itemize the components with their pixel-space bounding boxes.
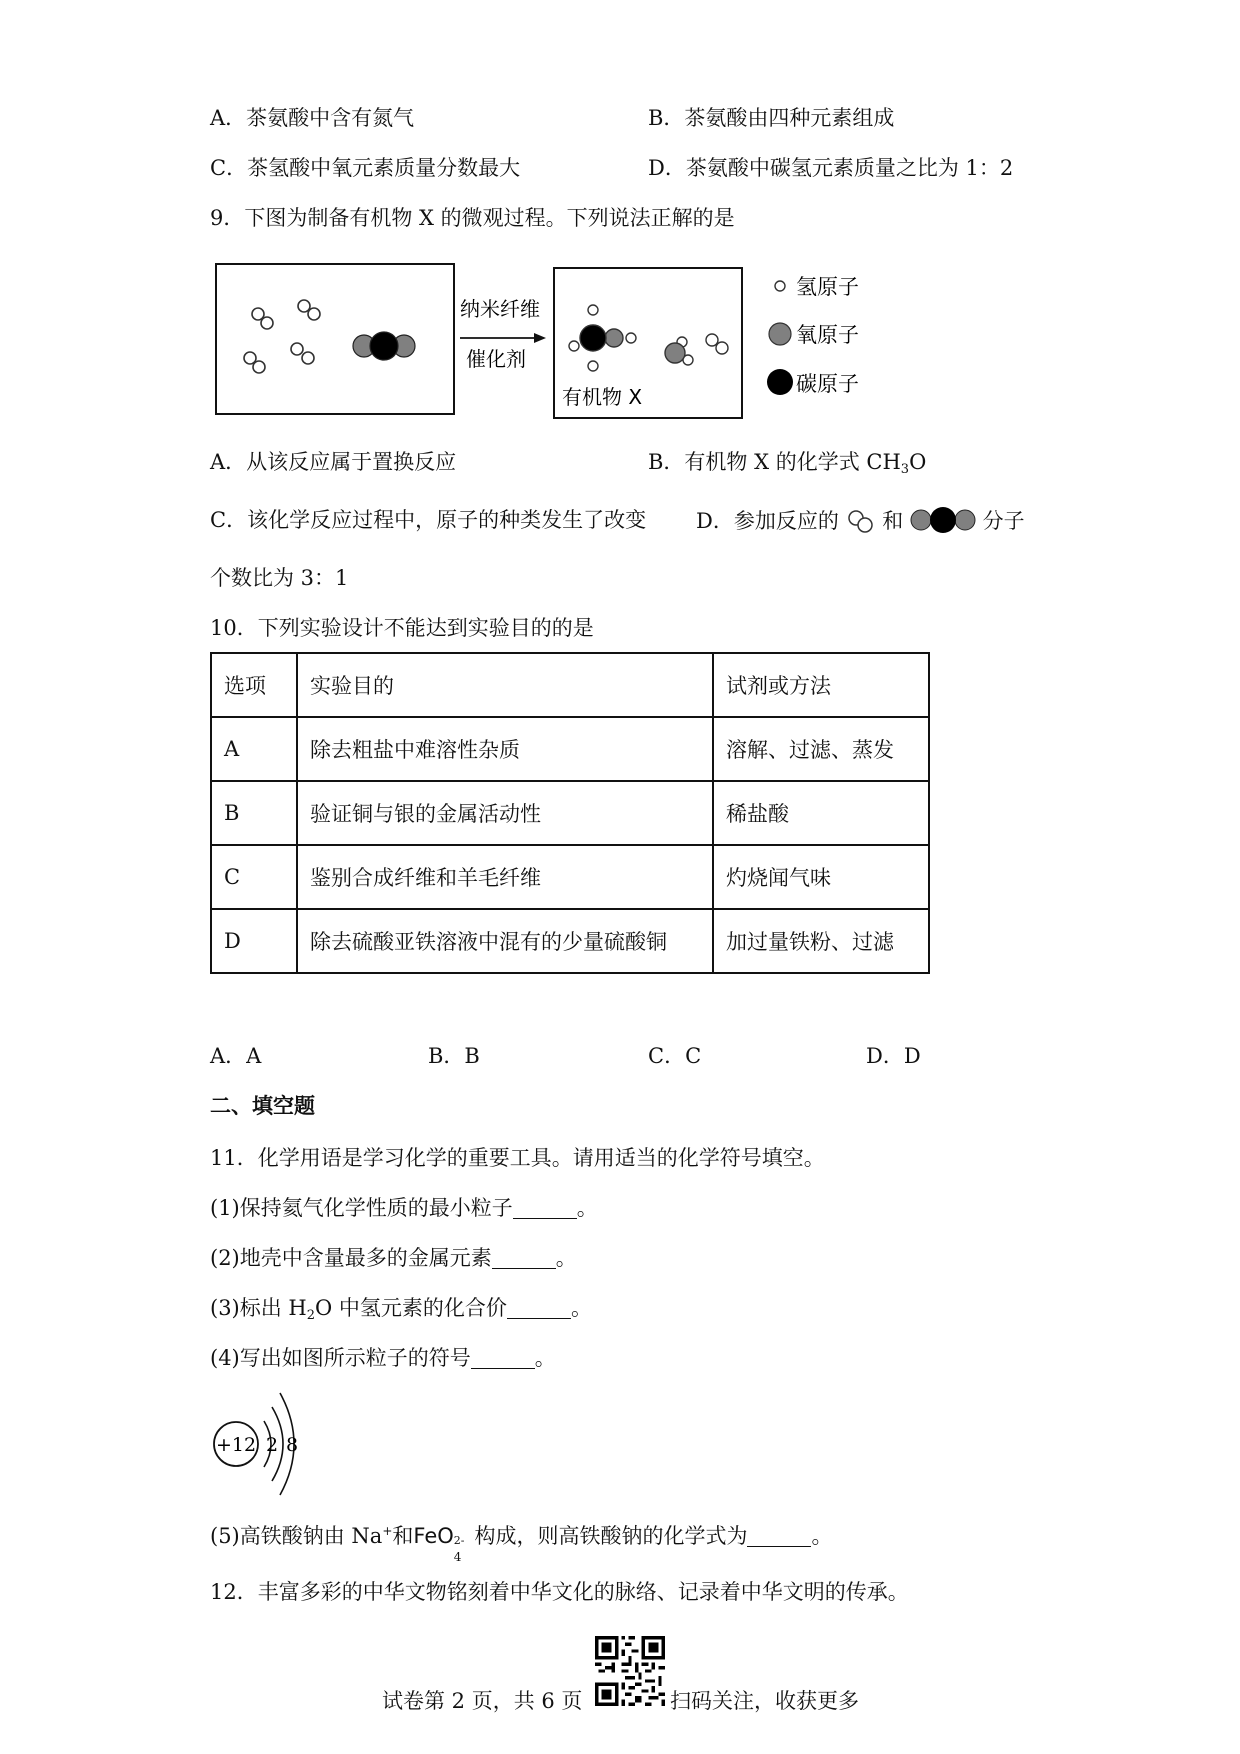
q8-option-c: C．茶氢酸中氧元素质量分数最大: [210, 156, 521, 180]
h2-molecule-icon: [846, 508, 876, 534]
legend-hydrogen-label: 氢原子: [796, 275, 859, 299]
q10-option-b: B．B: [428, 1044, 480, 1068]
q10-option-d: D．D: [866, 1044, 921, 1068]
answer-blank[interactable]: [513, 1198, 577, 1219]
q9-option-c: C．该化学反应过程中，原子的种类发生了改变: [210, 508, 647, 532]
table-cell: 溶解、过滤、蒸发: [713, 717, 929, 781]
qr-code: [595, 1636, 665, 1706]
q8-option-d: D．茶氨酸中碳氢元素质量之比为 1：2: [648, 156, 1014, 180]
q11-part4: (4)写出如图所示粒子的符号 。: [210, 1346, 556, 1370]
q11-stem: 11．化学用语是学习化学的重要工具。请用适当的化学符号填空。: [210, 1146, 825, 1170]
q9-option-a: A．从该反应属于置换反应: [210, 450, 457, 474]
hydrogen-molecules: [244, 300, 320, 373]
table-row: [211, 845, 929, 909]
nucleus-charge: +12: [215, 1434, 257, 1456]
page-number: 试卷第 2 页，共 6 页: [382, 1689, 583, 1713]
table-header-cell: 选项: [211, 653, 297, 717]
table-cell: 验证铜与银的金属活动性: [297, 781, 713, 845]
q11-part5: (5)高铁酸钠由 Na+和FeO 2- 4 构成，则高铁酸钠的化学式为 。: [210, 1524, 833, 1564]
co2-molecule-icon: [910, 506, 976, 534]
legend-hydrogen-icon: [775, 281, 785, 291]
table-cell: 灼烧闻气味: [713, 845, 929, 909]
table-header-cell: 试剂或方法: [713, 653, 929, 717]
table-cell: A: [211, 717, 297, 781]
reaction-diagram: [212, 258, 892, 426]
answer-blank[interactable]: [507, 1298, 571, 1319]
q8-option-a: A．茶氨酸中含有氮气: [210, 106, 415, 130]
catalyst-bottom-label: 催化剂: [466, 347, 526, 371]
co2-molecule: [353, 332, 415, 360]
scan-prompt: 扫码关注，收获更多: [670, 1689, 859, 1713]
table-cell: B: [211, 781, 297, 845]
water-molecule: [665, 337, 693, 365]
table-cell: C: [211, 845, 297, 909]
table-header-row: [211, 653, 929, 717]
table-cell: 除去硫酸亚铁溶液中混有的少量硫酸铜: [297, 909, 713, 973]
table-row: [211, 781, 929, 845]
shell2-electrons: 8: [286, 1434, 299, 1456]
answer-blank[interactable]: [492, 1248, 556, 1269]
answer-blank[interactable]: [747, 1526, 811, 1547]
q10-stem: 10．下列实验设计不能达到实验目的的是: [210, 616, 594, 640]
table-cell: 除去粗盐中难溶性杂质: [297, 717, 713, 781]
table-header-cell: 实验目的: [297, 653, 713, 717]
legend-carbon-label: 碳原子: [796, 372, 859, 396]
table-cell: 鉴别合成纤维和羊毛纤维: [297, 845, 713, 909]
section-title: 二、填空题: [210, 1093, 315, 1118]
q12-stem: 12．丰富多彩的中华文物铭刻着中华文化的脉络、记录着中华文明的传承。: [210, 1580, 909, 1604]
experiment-table: [210, 652, 930, 974]
table-cell: D: [211, 909, 297, 973]
magnesium-ion-structure: [206, 1385, 316, 1505]
q9-option-d-continued: 个数比为 3：1: [210, 566, 349, 590]
answer-blank[interactable]: [471, 1348, 535, 1369]
q11-part2: (2)地壳中含量最多的金属元素 。: [210, 1246, 577, 1270]
q11-part1: (1)保持氦气化学性质的最小粒子 。: [210, 1196, 598, 1220]
reactant-box: [216, 264, 454, 414]
q10-option-a: A．A: [210, 1044, 262, 1068]
table-cell: 加过量铁粉、过滤: [713, 909, 929, 973]
legend-carbon-icon: [767, 369, 793, 395]
table-row: [211, 909, 929, 973]
methanol-molecule: [569, 305, 636, 371]
q10-option-c: C．C: [648, 1044, 702, 1068]
q9-option-b: B．有机物 X 的化学式 $CH_3O$: [648, 450, 927, 477]
extra-hydrogen: [706, 334, 728, 354]
q9-option-d: D．参加反应的 和 分子: [696, 506, 1025, 535]
legend-oxygen-label: 氧原子: [796, 323, 859, 347]
q11-part3: (3)标出 $H_2O$ 中氢元素的化合价 。: [210, 1296, 592, 1323]
product-label: 有机物 X: [562, 385, 643, 409]
table-row: [211, 717, 929, 781]
catalyst-top-label: 纳米纤维: [460, 297, 540, 321]
legend-oxygen-icon: [769, 323, 791, 345]
q8-option-b: B．茶氨酸由四种元素组成: [648, 106, 895, 130]
table-cell: 稀盐酸: [713, 781, 929, 845]
shell1-electrons: 2: [266, 1434, 279, 1456]
q9-stem: 9．下图为制备有机物 X 的微观过程。下列说法正解的是: [210, 206, 735, 230]
arrow-head: [534, 333, 546, 343]
